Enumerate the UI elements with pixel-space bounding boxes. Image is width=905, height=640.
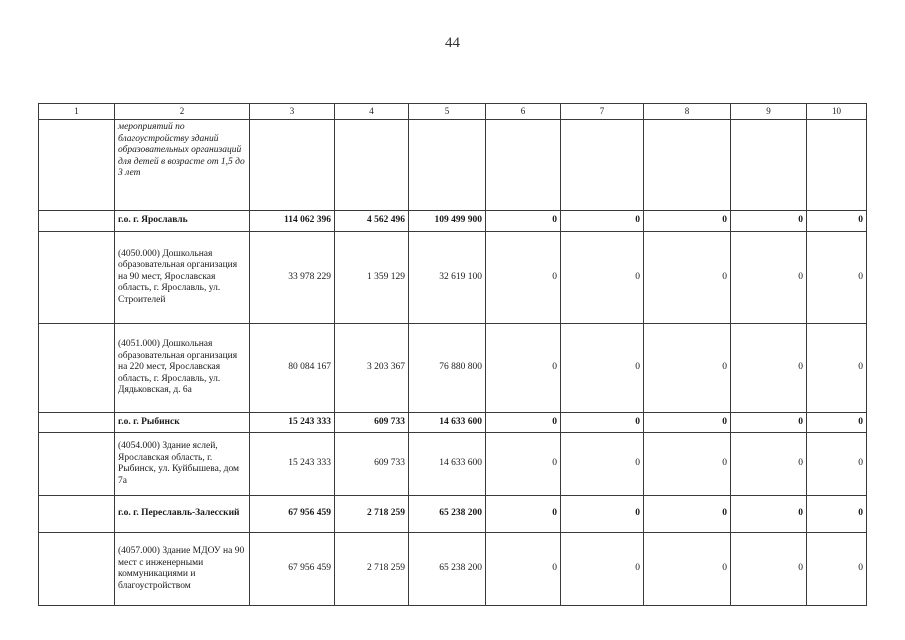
value-cell: 0 — [644, 324, 731, 413]
value-cell: 67 956 459 — [250, 496, 335, 533]
column-header: 9 — [731, 104, 807, 120]
table-cell — [250, 120, 335, 211]
value-cell: 0 — [486, 324, 561, 413]
row-name: г.о. г. Переславль-Залесский — [115, 496, 250, 533]
value-cell: 0 — [731, 433, 807, 496]
column-header: 4 — [335, 104, 409, 120]
table-cell — [335, 120, 409, 211]
value-cell: 0 — [807, 211, 867, 232]
value-cell: 0 — [731, 496, 807, 533]
column-header: 7 — [561, 104, 644, 120]
value-cell: 0 — [486, 232, 561, 324]
value-cell: 67 956 459 — [250, 533, 335, 606]
value-cell: 0 — [644, 433, 731, 496]
table-header-row — [39, 104, 867, 120]
value-cell: 0 — [644, 232, 731, 324]
value-cell: 0 — [807, 324, 867, 413]
column-header: 5 — [409, 104, 486, 120]
value-cell: 109 499 900 — [409, 211, 486, 232]
value-cell: 609 733 — [335, 413, 409, 433]
value-cell: 80 084 167 — [250, 324, 335, 413]
page-number: 44 — [445, 35, 460, 51]
value-cell: 0 — [644, 413, 731, 433]
value-cell: 0 — [731, 211, 807, 232]
row-name: (4050.000) Дошкольная образовательная организация на 90 мест, Ярославская область, г. Ярославль, ул. Строителей — [115, 232, 250, 324]
value-cell: 0 — [807, 232, 867, 324]
column-header: 6 — [486, 104, 561, 120]
value-cell: 2 718 259 — [335, 533, 409, 606]
table-cell — [39, 496, 115, 533]
table-cell — [39, 324, 115, 413]
value-cell: 0 — [561, 433, 644, 496]
row-name: (4051.000) Дошкольная образовательная организация на 220 мест, Ярославская область, г. Ярославль, ул. Дядьковская, д. 6а — [115, 324, 250, 413]
budget-table — [38, 103, 867, 606]
value-cell: 0 — [486, 433, 561, 496]
value-cell: 32 619 100 — [409, 232, 486, 324]
value-cell: 0 — [731, 413, 807, 433]
table-cell — [39, 413, 115, 433]
table-cell — [644, 120, 731, 211]
column-header: 2 — [115, 104, 250, 120]
table-cell — [39, 232, 115, 324]
row-name: (4057.000) Здание МДОУ на 90 мест с инженерными коммуникациями и благоустройством — [115, 533, 250, 606]
value-cell: 15 243 333 — [250, 413, 335, 433]
value-cell: 0 — [561, 413, 644, 433]
intro-text: мероприятий по благоустройству зданий образовательных организаций для детей в возрасте от 1,5 до 3 лет — [115, 120, 250, 211]
table-row-group — [39, 496, 867, 533]
column-header: 3 — [250, 104, 335, 120]
table-cell — [807, 120, 867, 211]
value-cell: 0 — [644, 211, 731, 232]
value-cell: 0 — [644, 533, 731, 606]
table-cell — [39, 211, 115, 232]
value-cell: 114 062 396 — [250, 211, 335, 232]
value-cell: 0 — [731, 533, 807, 606]
value-cell: 0 — [807, 533, 867, 606]
value-cell: 0 — [561, 232, 644, 324]
value-cell: 0 — [731, 324, 807, 413]
value-cell: 4 562 496 — [335, 211, 409, 232]
column-header: 8 — [644, 104, 731, 120]
table-row — [39, 232, 867, 324]
value-cell: 0 — [486, 496, 561, 533]
value-cell: 2 718 259 — [335, 496, 409, 533]
table-cell — [39, 120, 115, 211]
table-cell — [561, 120, 644, 211]
value-cell: 76 880 800 — [409, 324, 486, 413]
value-cell: 1 359 129 — [335, 232, 409, 324]
value-cell: 0 — [807, 433, 867, 496]
value-cell: 15 243 333 — [250, 433, 335, 496]
table-row — [39, 533, 867, 606]
table-cell — [39, 433, 115, 496]
value-cell: 0 — [561, 324, 644, 413]
column-header: 10 — [807, 104, 867, 120]
table-row-intro — [39, 120, 867, 211]
table-cell — [409, 120, 486, 211]
table-row — [39, 324, 867, 413]
row-name: (4054.000) Здание яслей, Ярославская область, г. Рыбинск, ул. Куйбышева, дом 7а — [115, 433, 250, 496]
table-row-group — [39, 413, 867, 433]
row-name: г.о. г. Рыбинск — [115, 413, 250, 433]
value-cell: 0 — [644, 496, 731, 533]
value-cell: 65 238 200 — [409, 533, 486, 606]
value-cell: 609 733 — [335, 433, 409, 496]
table-row-group — [39, 211, 867, 232]
value-cell: 0 — [486, 413, 561, 433]
value-cell: 0 — [807, 413, 867, 433]
value-cell: 65 238 200 — [409, 496, 486, 533]
value-cell: 0 — [807, 496, 867, 533]
table-cell — [39, 533, 115, 606]
value-cell: 0 — [561, 533, 644, 606]
value-cell: 0 — [731, 232, 807, 324]
table-cell — [486, 120, 561, 211]
table-row — [39, 433, 867, 496]
value-cell: 33 978 229 — [250, 232, 335, 324]
value-cell: 3 203 367 — [335, 324, 409, 413]
value-cell: 0 — [486, 533, 561, 606]
column-header: 1 — [39, 104, 115, 120]
row-name: г.о. г. Ярославль — [115, 211, 250, 232]
value-cell: 0 — [561, 211, 644, 232]
value-cell: 14 633 600 — [409, 433, 486, 496]
value-cell: 0 — [486, 211, 561, 232]
value-cell: 14 633 600 — [409, 413, 486, 433]
table-cell — [731, 120, 807, 211]
value-cell: 0 — [561, 496, 644, 533]
